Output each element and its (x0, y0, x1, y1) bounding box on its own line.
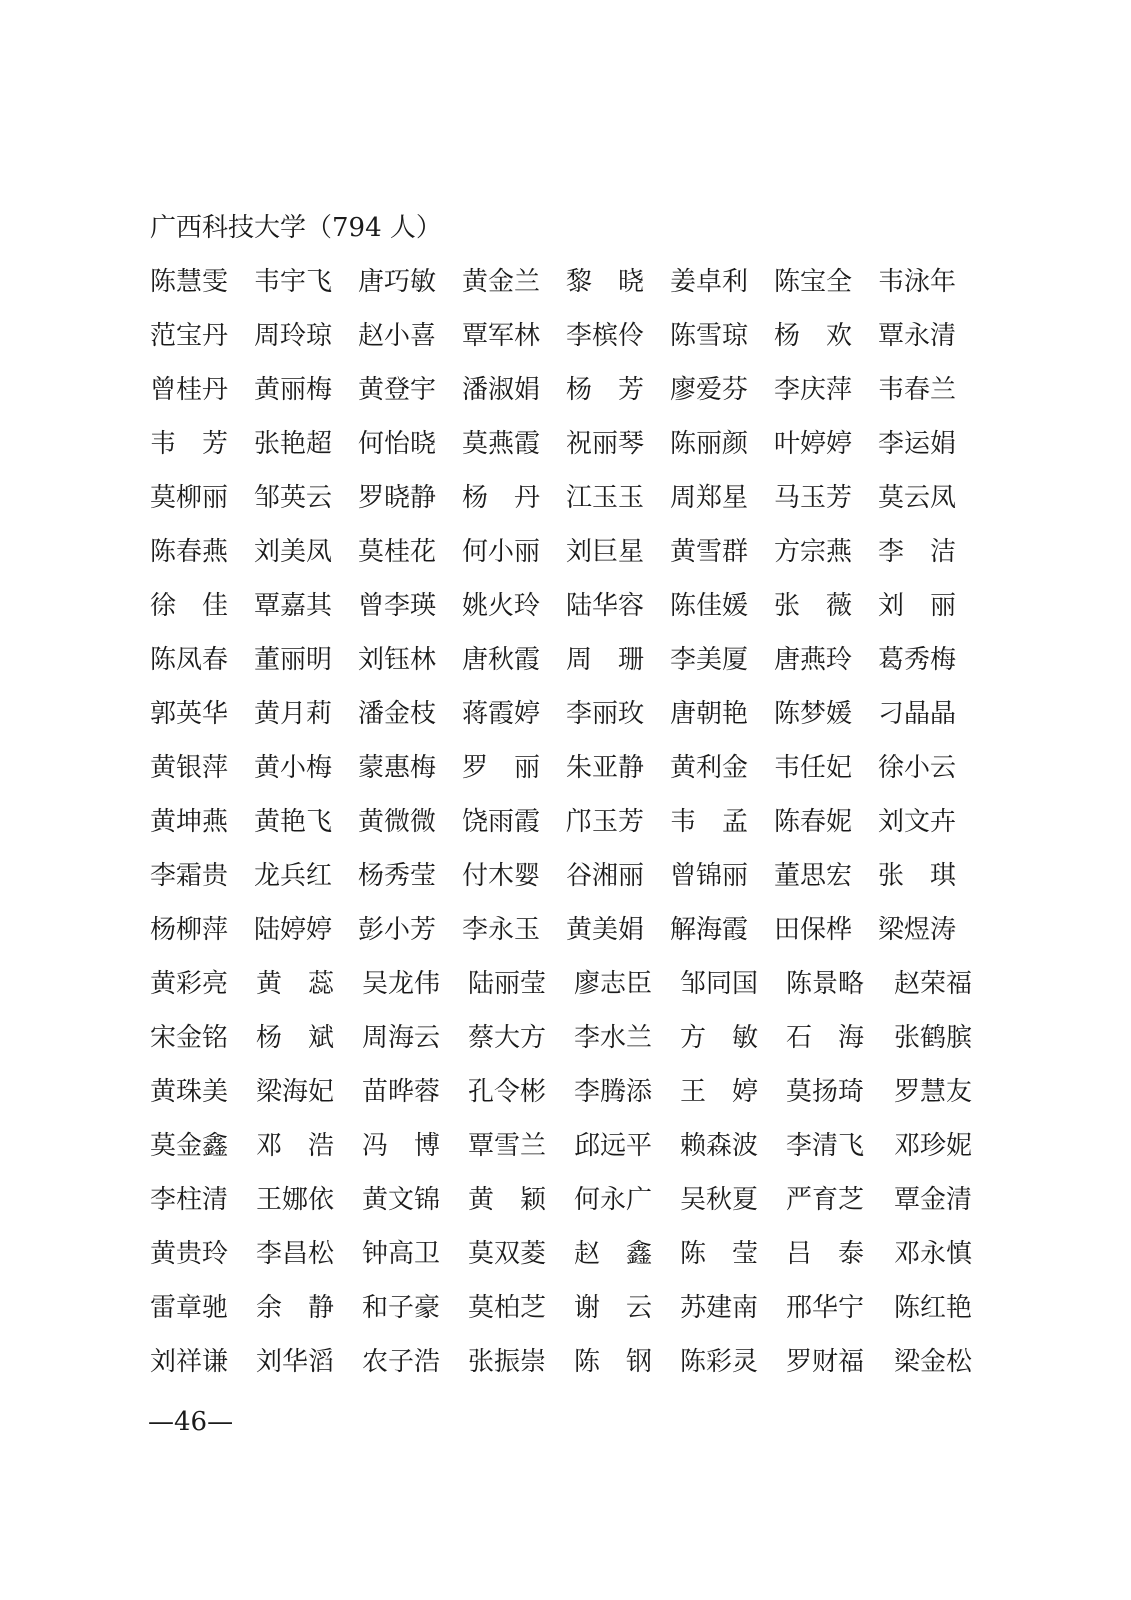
person-name: 孔 令 彬 (468, 1077, 547, 1107)
person-name: 李 槟 伶 (566, 321, 645, 351)
person-name: 张 鹤 膑 (894, 1023, 973, 1053)
person-name: 陈 春 燕 (150, 537, 229, 567)
person-name: 徐 佳 (150, 591, 228, 621)
person-name: 黄 金 兰 (462, 267, 541, 297)
person-name: 黄 文 锦 (362, 1185, 441, 1215)
person-name: 杨 丹 (462, 483, 540, 513)
person-name: 覃 嘉 其 (254, 591, 333, 621)
person-name: 李 洁 (878, 537, 956, 567)
person-name: 葛 秀 梅 (878, 645, 957, 675)
person-name: 邓 永 慎 (894, 1239, 973, 1269)
person-name: 陈 景 略 (786, 969, 865, 999)
person-name: 杨 芳 (566, 375, 644, 405)
person-name: 陈 凤 春 (150, 645, 229, 675)
person-name: 李 腾 添 (574, 1077, 653, 1107)
person-name: 方 宗 燕 (774, 537, 853, 567)
person-name: 周 郑 星 (670, 483, 749, 513)
person-name: 何 怡 晓 (358, 429, 437, 459)
person-name: 韦 宇 飞 (254, 267, 333, 297)
person-name: 黄 贵 玲 (150, 1239, 229, 1269)
person-name: 刘 华 滔 (256, 1347, 335, 1377)
person-name: 彭 小 芳 (358, 915, 437, 945)
person-name: 莫 云 凤 (878, 483, 957, 513)
person-name: 莫 双 菱 (468, 1239, 547, 1269)
person-name: 莫 桂 花 (358, 537, 437, 567)
person-name: 梁 金 松 (894, 1347, 973, 1377)
person-name: 蔡 大 方 (468, 1023, 547, 1053)
person-name: 陆 华 容 (566, 591, 645, 621)
person-name: 韦 芳 (150, 429, 228, 459)
person-name: 邓 浩 (256, 1131, 334, 1161)
person-name: 李 美 厦 (670, 645, 749, 675)
person-name: 莫 金 鑫 (150, 1131, 229, 1161)
person-name: 何 小 丽 (462, 537, 541, 567)
person-name: 田 保 桦 (774, 915, 853, 945)
person-name: 何 永 广 (574, 1185, 653, 1215)
person-name: 张 艳 超 (254, 429, 333, 459)
person-name: 王 娜 依 (256, 1185, 335, 1215)
person-name: 农 子 浩 (362, 1347, 441, 1377)
person-name: 陈 春 妮 (774, 807, 853, 837)
person-name: 唐 燕 玲 (774, 645, 853, 675)
person-name: 付 木 婴 (462, 861, 541, 891)
person-name: 冯 博 (362, 1131, 440, 1161)
person-name: 罗 丽 (462, 753, 540, 783)
person-name: 莫 扬 琦 (786, 1077, 865, 1107)
person-name: 黄 珠 美 (150, 1077, 229, 1107)
person-name: 龙 兵 红 (254, 861, 333, 891)
person-name: 吕 泰 (786, 1239, 864, 1269)
person-name: 邢 华 宁 (786, 1293, 865, 1323)
person-name: 周 玲 琼 (254, 321, 333, 351)
person-name: 吴 秋 夏 (680, 1185, 759, 1215)
person-name: 张 琪 (878, 861, 956, 891)
person-name: 曾 锦 丽 (670, 861, 749, 891)
person-name: 罗 慧 友 (894, 1077, 973, 1107)
person-name: 李 水 兰 (574, 1023, 653, 1053)
person-name: 黎 晓 (566, 267, 644, 297)
person-name: 陈 雪 琼 (670, 321, 749, 351)
person-name: 唐 巧 敏 (358, 267, 437, 297)
person-name: 陈 慧 雯 (150, 267, 229, 297)
person-name: 徐 小 云 (878, 753, 957, 783)
person-name: 方 敏 (680, 1023, 758, 1053)
person-name: 董 丽 明 (254, 645, 333, 675)
person-name: 莫 燕 霞 (462, 429, 541, 459)
person-name: 覃 雪 兰 (468, 1131, 547, 1161)
person-name: 黄 丽 梅 (254, 375, 333, 405)
person-name: 李 昌 松 (256, 1239, 335, 1269)
person-name: 杨 秀 莹 (358, 861, 437, 891)
person-name: 陆 丽 莹 (468, 969, 547, 999)
person-name: 陈 莹 (680, 1239, 758, 1269)
person-name: 邹 英 云 (254, 483, 333, 513)
person-name: 邓 珍 妮 (894, 1131, 973, 1161)
person-name: 邹 同 国 (680, 969, 759, 999)
person-name: 李 清 飞 (786, 1131, 865, 1161)
person-name: 邱 远 平 (574, 1131, 653, 1161)
person-name: 叶 婷 婷 (774, 429, 853, 459)
person-name: 黄 利 金 (670, 753, 749, 783)
person-name: 覃 金 清 (894, 1185, 973, 1215)
person-name: 范 宝 丹 (150, 321, 229, 351)
page-number: —46— (148, 1407, 234, 1437)
person-name: 黄 蕊 (256, 969, 334, 999)
person-name: 杨 斌 (256, 1023, 334, 1053)
person-name: 郭 英 华 (150, 699, 229, 729)
person-name: 陈 钢 (574, 1347, 652, 1377)
person-name: 黄 银 萍 (150, 753, 229, 783)
person-name: 马 玉 芳 (774, 483, 853, 513)
person-name: 朱 亚 静 (566, 753, 645, 783)
person-name: 韦 任 妃 (774, 753, 853, 783)
person-name: 苗 晔 蓉 (362, 1077, 441, 1107)
person-name: 李 霜 贵 (150, 861, 229, 891)
person-name: 梁 海 妃 (256, 1077, 335, 1107)
person-name: 李 永 玉 (462, 915, 541, 945)
person-name: 黄 微 微 (358, 807, 437, 837)
person-name: 覃 永 清 (878, 321, 957, 351)
person-name: 潘 金 枝 (358, 699, 437, 729)
person-name: 韦 春 兰 (878, 375, 957, 405)
person-name: 廖 志 臣 (574, 969, 653, 999)
person-name: 钟 高 卫 (362, 1239, 441, 1269)
person-name: 黄 艳 飞 (254, 807, 333, 837)
person-name: 刘 美 凤 (254, 537, 333, 567)
person-name: 廖 爱 芬 (670, 375, 749, 405)
person-name: 赖 森 波 (680, 1131, 759, 1161)
person-name: 谢 云 (574, 1293, 652, 1323)
person-name: 陈 丽 颜 (670, 429, 749, 459)
person-name: 刘 祥 谦 (150, 1347, 229, 1377)
person-name: 和 子 豪 (362, 1293, 441, 1323)
person-name: 黄 月 莉 (254, 699, 333, 729)
person-name: 苏 建 南 (680, 1293, 759, 1323)
person-name: 周 海 云 (362, 1023, 441, 1053)
person-name: 梁 煜 涛 (878, 915, 957, 945)
person-name: 唐 朝 艳 (670, 699, 749, 729)
person-name: 唐 秋 霞 (462, 645, 541, 675)
person-name: 解 海 霞 (670, 915, 749, 945)
person-name: 王 婷 (680, 1077, 758, 1107)
person-name: 曾 李 瑛 (358, 591, 437, 621)
person-name: 潘 淑 娟 (462, 375, 541, 405)
person-name: 刘 钰 林 (358, 645, 437, 675)
person-name: 赵 鑫 (574, 1239, 652, 1269)
person-name: 赵 小 喜 (358, 321, 437, 351)
person-name: 蒙 惠 梅 (358, 753, 437, 783)
person-name: 陈 红 艳 (894, 1293, 973, 1323)
person-name: 黄 颖 (468, 1185, 546, 1215)
person-name: 刘 巨 星 (566, 537, 645, 567)
person-name: 黄 雪 群 (670, 537, 749, 567)
person-name: 江 玉 玉 (566, 483, 645, 513)
person-name: 张 振 崇 (468, 1347, 547, 1377)
person-name: 罗 财 福 (786, 1347, 865, 1377)
person-name: 李 庆 萍 (774, 375, 853, 405)
person-name: 陈 宝 全 (774, 267, 853, 297)
person-name: 黄 坤 燕 (150, 807, 229, 837)
section-heading: 广西科技大学（794 人） (150, 213, 442, 243)
person-name: 邝 玉 芳 (566, 807, 645, 837)
person-name: 李 柱 清 (150, 1185, 229, 1215)
person-name: 张 薇 (774, 591, 852, 621)
person-name: 莫 柏 芝 (468, 1293, 547, 1323)
person-name: 莫 柳 丽 (150, 483, 229, 513)
person-name: 黄 小 梅 (254, 753, 333, 783)
person-name: 陈 佳 媛 (670, 591, 749, 621)
person-name: 姜 卓 利 (670, 267, 749, 297)
person-name: 姚 火 玲 (462, 591, 541, 621)
person-name: 陈 梦 媛 (774, 699, 853, 729)
person-name: 陆 婷 婷 (254, 915, 333, 945)
person-name: 余 静 (256, 1293, 334, 1323)
person-name: 石 海 (786, 1023, 864, 1053)
person-name: 黄 彩 亮 (150, 969, 229, 999)
person-name: 饶 雨 霞 (462, 807, 541, 837)
person-name: 蒋 霞 婷 (462, 699, 541, 729)
person-name: 陈 彩 灵 (680, 1347, 759, 1377)
person-name: 谷 湘 丽 (566, 861, 645, 891)
person-name: 黄 登 宇 (358, 375, 437, 405)
person-name: 周 珊 (566, 645, 644, 675)
person-name: 杨 欢 (774, 321, 852, 351)
person-name: 刘 丽 (878, 591, 956, 621)
person-name: 严 育 芝 (786, 1185, 865, 1215)
person-name: 韦 孟 (670, 807, 748, 837)
person-name: 杨 柳 萍 (150, 915, 229, 945)
person-name: 黄 美 娟 (566, 915, 645, 945)
person-name: 李 丽 玫 (566, 699, 645, 729)
person-name: 吴 龙 伟 (362, 969, 441, 999)
person-name: 赵 荣 福 (894, 969, 973, 999)
person-name: 刁 晶 晶 (878, 699, 957, 729)
person-name: 李 运 娟 (878, 429, 957, 459)
person-name: 刘 文 卉 (878, 807, 957, 837)
person-name: 罗 晓 静 (358, 483, 437, 513)
person-name: 覃 军 林 (462, 321, 541, 351)
person-name: 韦 泳 年 (878, 267, 957, 297)
person-name: 祝 丽 琴 (566, 429, 645, 459)
person-name: 雷 章 驰 (150, 1293, 229, 1323)
person-name: 曾 桂 丹 (150, 375, 229, 405)
person-name: 董 思 宏 (774, 861, 853, 891)
person-name: 宋 金 铭 (150, 1023, 229, 1053)
